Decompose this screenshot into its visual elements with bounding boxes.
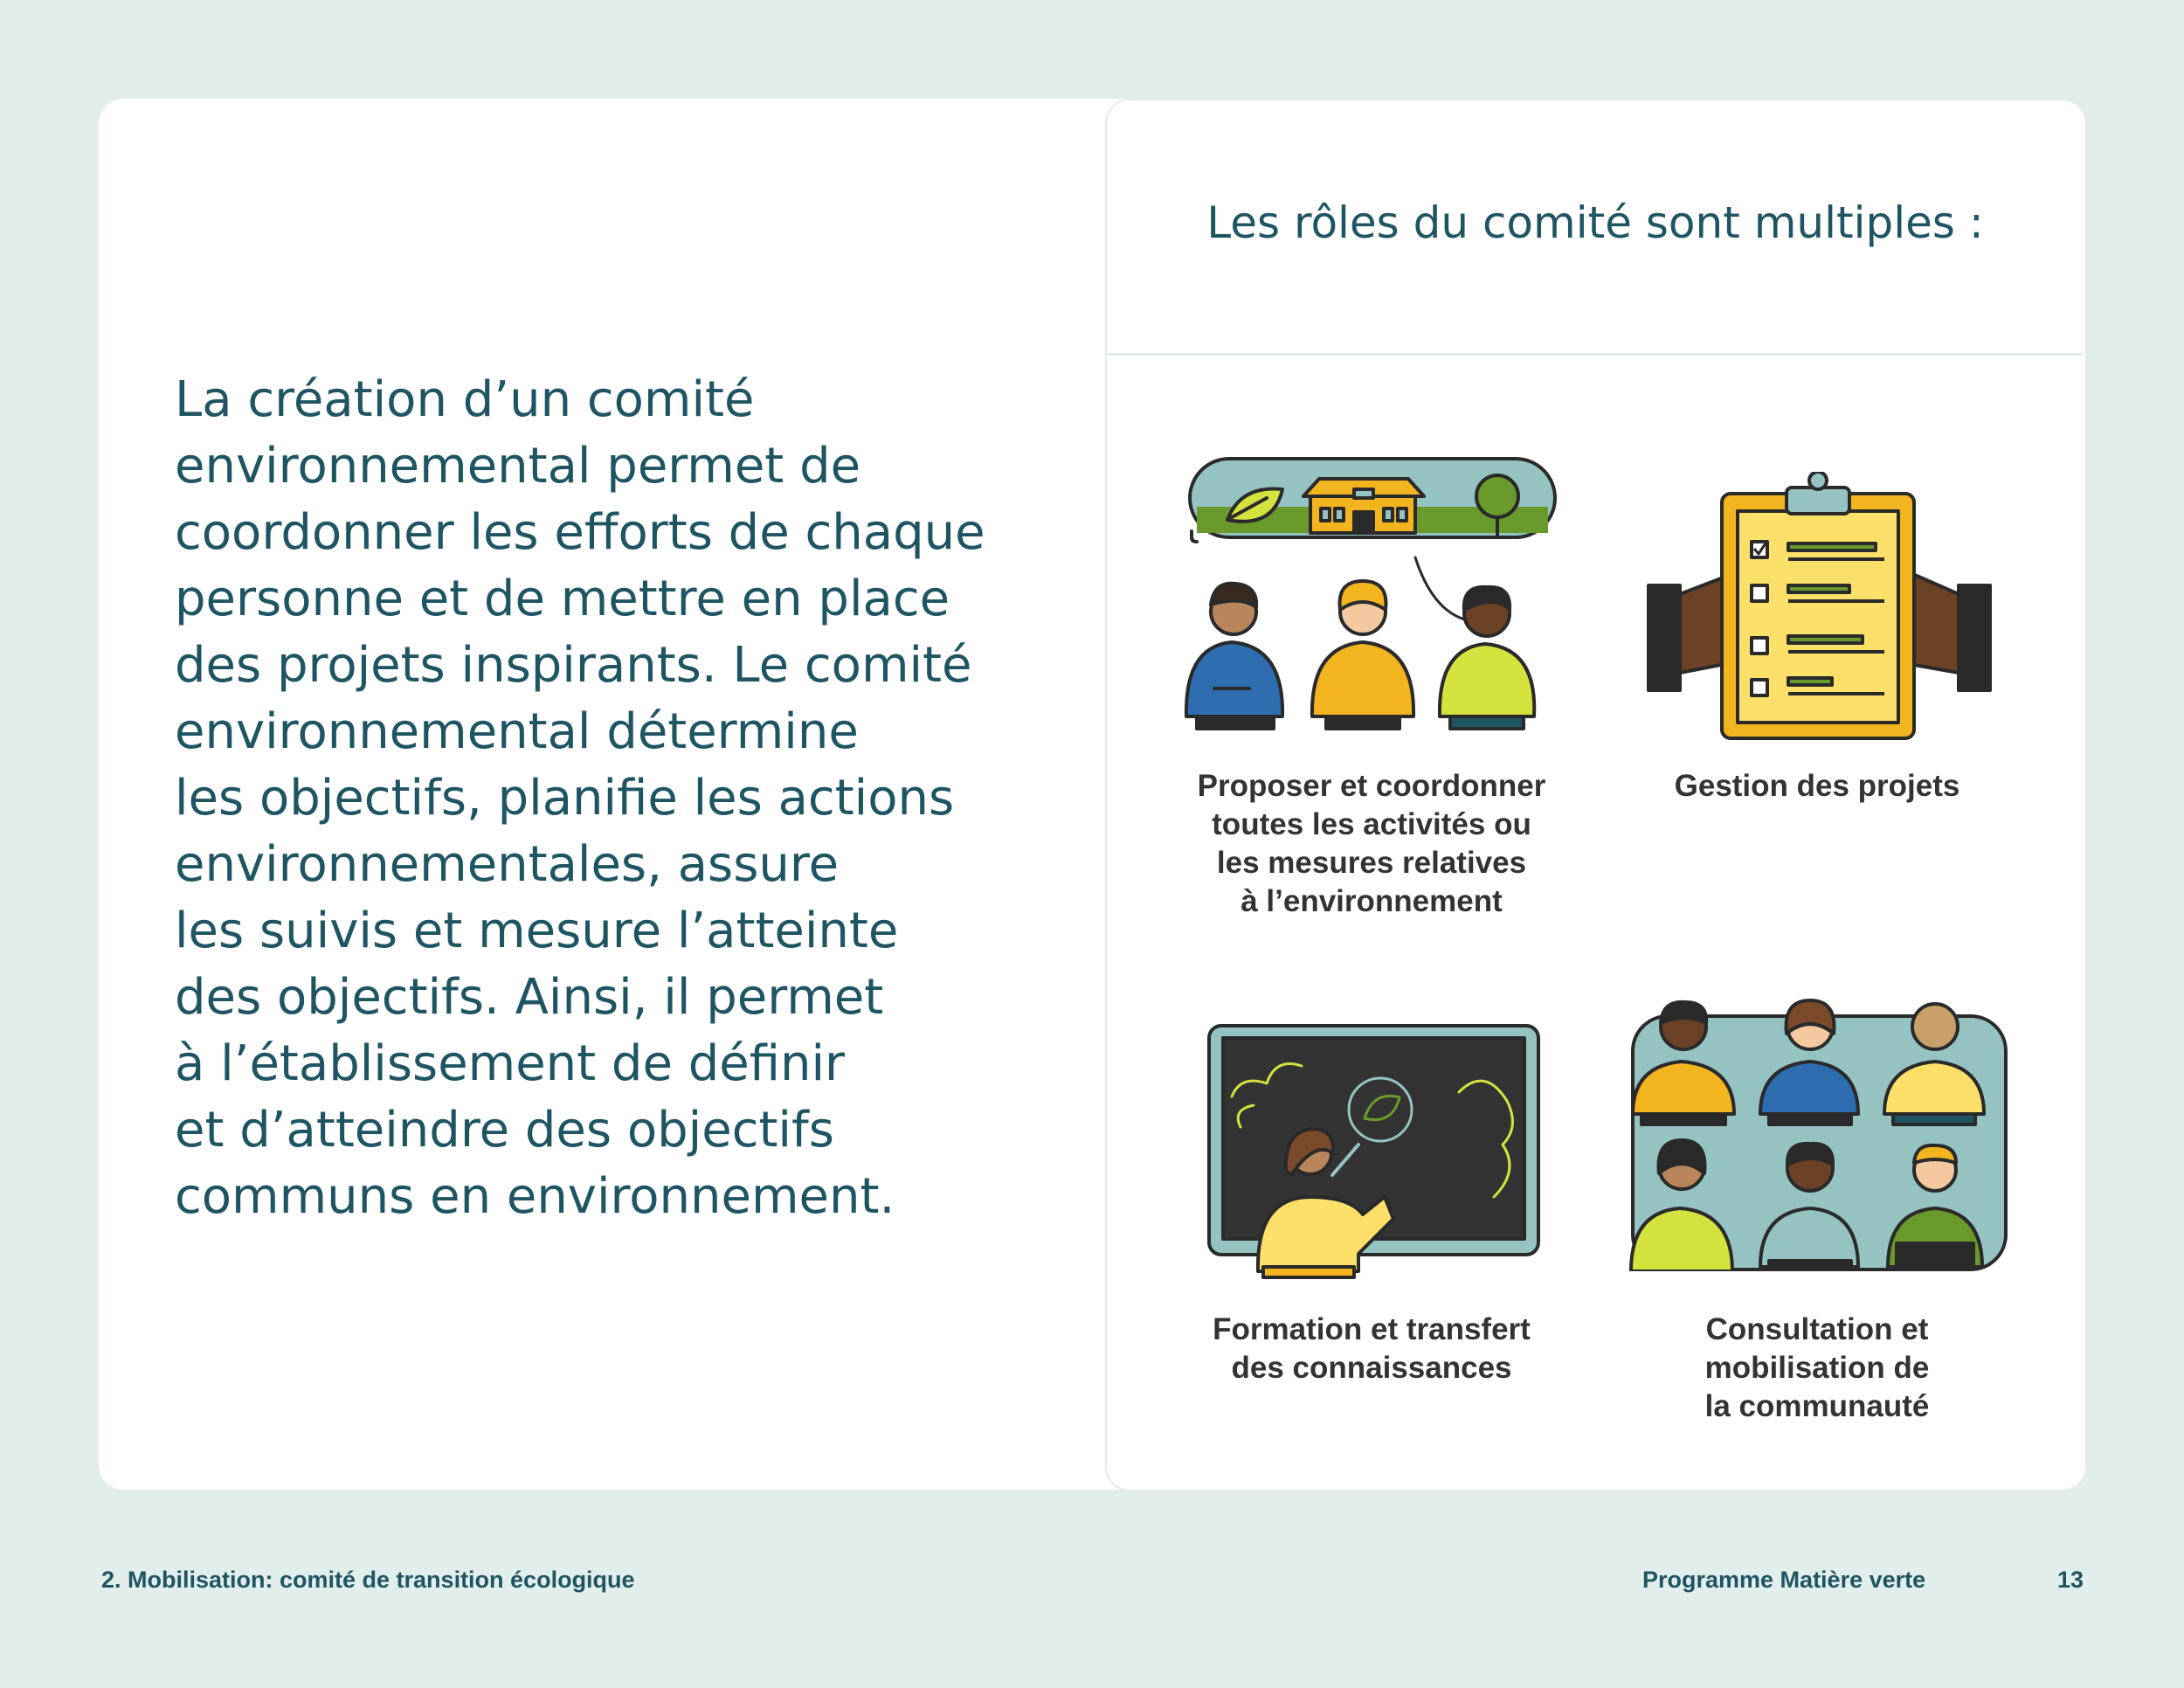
intro-paragraph: La création d’un comité environnemental permet de coordonner les efforts de chaque personne et de mettre en place des projets inspirants. Le comité environnemental détermine les objectifs, planifie les actions environnementales, assure les suivis et mesure l’atteinte des objectifs. Ainsi, il permet à l’établissement de définir et d’atteindre des objectifs communs en environnement. xyxy=(175,371,985,1225)
committee-meeting-illustration xyxy=(1179,454,1564,734)
role-caption-community: Consultation et mobilisation de la communauté xyxy=(1704,1312,1930,1423)
roles-divider xyxy=(1107,353,2082,356)
roles-title: Les rôles du comité sont multiples : xyxy=(1206,197,1984,248)
footer-section-title: 2. Mobilisation: comité de transition écologique xyxy=(101,1567,635,1593)
footer-program-name: Programme Matière verte xyxy=(1642,1567,1926,1593)
clipboard-checklist-illustration xyxy=(1647,472,1992,743)
role-caption-propose: Proposer et coordonner toutes les activités ou les mesures relatives à l’environnement xyxy=(1197,769,1546,918)
role-caption-training: Formation et transfert des connaissances xyxy=(1213,1312,1531,1385)
community-group-illustration xyxy=(1629,965,2009,1271)
role-caption-projects: Gestion des projets xyxy=(1674,769,1960,803)
footer-page-number: 13 xyxy=(2057,1567,2084,1593)
teacher-blackboard-illustration xyxy=(1206,1022,1542,1280)
